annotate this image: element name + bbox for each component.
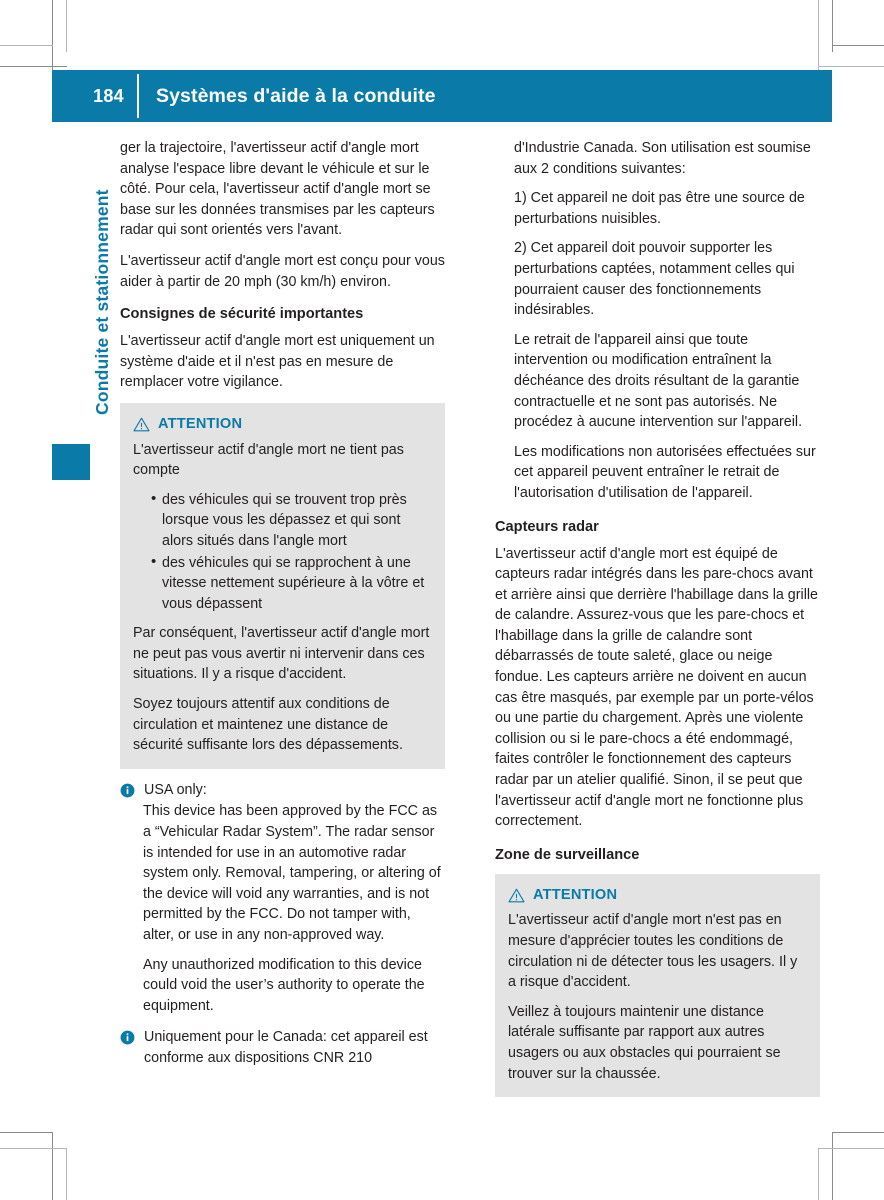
left-column <box>120 138 445 1108</box>
paragraph-radar-sensors: L'avertisseur actif d'angle mort est équipé de capteurs radar intégrés dans les pare-chocs avant et arrière ainsi que derrière l'habillage dans la grille de calandre. Assurez-vous que les pare-chocs et l'habillage dans la grille de calandre sont débarrassés de toute saleté, glace ou neige fondue. Les capteurs arrière ne doivent en aucun cas être masqués, par exemple par un porte-vélos ou une partie du chargement. Après une violente collision ou si le pare-chocs a été endommagé, faites contrôler le fonctionnement des capteurs radar par un atelier qualifié. Sinon, il se peut que l'avertisseur actif d'angle mort ne fonctionne plus correctement. <box>495 545 818 830</box>
warning-box-monitoring-zone <box>495 874 820 1097</box>
page-body <box>52 138 832 1108</box>
list-item: • des véhicules qui se rapprochent à une vitesse nettement supérieure à la vôtre et vous dépassent <box>151 553 431 615</box>
warning-label: ATTENTION <box>533 886 618 903</box>
crop-mark-top-left-v2 <box>66 0 67 52</box>
crop-mark-top-left-h2 <box>0 66 67 67</box>
paragraph-industry-canada: d'Industrie Canada. Son utilisation est soumise aux 2 conditions suivantes: <box>514 140 811 177</box>
crop-mark-top-left-v <box>52 0 53 72</box>
warning-triangle-icon <box>508 888 525 903</box>
crop-mark-top-right-h <box>833 45 884 46</box>
warning-paragraph: Veillez à toujours maintenir une distance latérale suffisante par rapport aux autres usagers ou aux obstacles qui pourraient se trouver sur la chaussée. <box>508 1003 781 1082</box>
crop-mark-top-left-h <box>0 45 53 46</box>
crop-mark-top-right-h2 <box>819 66 884 67</box>
warning-intro: L'avertisseur actif d'angle mort ne tient pas compte <box>133 441 404 479</box>
crop-mark-top-right-v2 <box>818 0 819 70</box>
subheading-radar-sensors: Capteurs radar <box>495 518 599 535</box>
note-head <box>120 1027 445 1068</box>
paragraph-condition-1: 1) Cet appareil ne doit pas être une source de perturbations nuisibles. <box>514 190 805 227</box>
note-paragraph: This device has been approved by the FCC as a “Vehicular Radar System”. The radar sensor is intended for use in an automotive radar system only. Removal, tampering, or altering of the device will void any warranties, and is not permitted by the FCC. Do not tamper with, alter, or use in any non-approved way. <box>143 803 441 943</box>
paragraph-speed-range: L'avertisseur actif d'angle mort est conçu pour vous aider à partir de 20 mph (30 km/h) environ. <box>120 252 445 290</box>
warning-box-blind-spot <box>120 403 445 769</box>
note-canada-only <box>120 1027 445 1068</box>
subheading-safety-notes: Consignes de sécurité importantes <box>120 306 364 323</box>
crop-mark-bottom-right-h2 <box>819 1148 884 1149</box>
subheading-monitoring-zone: Zone de surveillance <box>495 846 640 863</box>
paragraph-unauthorized-mods: Les modifications non autorisées effectuées sur cet appareil peuvent entraîner le retrait de l'autorisation d'utilisation de l'appareil. <box>514 443 816 501</box>
note-head-text: USA only: <box>144 781 207 798</box>
note-head <box>120 780 445 801</box>
note-usa-only <box>120 780 445 1017</box>
warning-advice: Soyez toujours attentif aux conditions de circulation et maintenez une distance de sécurité suffisante lors des dépassements. <box>133 696 403 754</box>
info-circle-icon <box>120 783 135 798</box>
crop-mark-bottom-left-v2 <box>66 1148 67 1200</box>
crop-mark-bottom-left-h2 <box>0 1148 67 1149</box>
warning-consequence: Par conséquent, l'avertisseur actif d'angle mort ne peut pas vous avertir ni intervenir dans ces situations. Il y a risque d'accident. <box>133 625 430 683</box>
list-item: • des véhicules qui se trouvent trop près lorsque vous les dépassez et qui sont alors situés dans l'angle mort <box>151 490 431 552</box>
page-title: Systèmes d'aide à la conduite <box>156 84 436 107</box>
crop-mark-bottom-right-h <box>833 1132 884 1133</box>
note-paragraph: Any unauthorized modification to this device could void the user’s authority to operate the equipment. <box>143 956 425 1014</box>
warning-triangle-icon <box>133 417 150 432</box>
paragraph-condition-2: 2) Cet appareil doit pouvoir supporter les perturbations captées, notamment celles qui pourraient causer des fonctionnements indésirables. <box>514 240 795 319</box>
paragraph-removal-warranty: Le retrait de l'appareil ainsi que toute intervention ou modification entraînent la déchéance des droits résultant de la garantie contractuelle et ne sont pas autorisés. Ne procédez à aucune intervention sur l'appareil. <box>514 331 803 431</box>
canada-note-continuation <box>514 138 820 504</box>
info-circle-icon <box>120 1030 135 1045</box>
warning-paragraph: L'avertisseur actif d'angle mort n'est pas en mesure d'apprécier toutes les conditions de circulation ni de détecter tous les usagers. Il y a risque d'accident. <box>508 912 798 991</box>
note-head-text: Uniquement pour le Canada: cet appareil est conforme aux dispositions CNR 210 <box>144 1029 428 1066</box>
page-header-band <box>52 70 832 122</box>
paragraph-assist-only: L'avertisseur actif d'angle mort est uniquement un système d'aide et il n'est pas en mesure de remplacer votre vigilance. <box>120 333 435 391</box>
crop-mark-bottom-right-v <box>832 1132 833 1200</box>
paragraph-continued: ger la trajectoire, l'avertisseur actif d'angle mort analyse l'espace libre devant le véhicule et sur le côté. Pour cela, l'avertisseur actif d'angle mort se base sur les données transmises par les capteurs radar qui sont orientés vers l'avant. <box>120 140 435 239</box>
chapter-tab-label: Conduite et stationnement <box>92 189 112 415</box>
warning-title <box>133 414 431 435</box>
warning-bullet-list <box>133 490 431 615</box>
note-body <box>143 801 445 1016</box>
warning-label: ATTENTION <box>158 415 243 432</box>
page-number: 184 <box>93 85 124 106</box>
right-column <box>495 138 820 1108</box>
crop-mark-bottom-left-h <box>0 1132 53 1133</box>
crop-mark-bottom-right-v2 <box>818 1148 819 1200</box>
warning-title <box>508 885 806 906</box>
crop-mark-bottom-left-v <box>52 1132 53 1200</box>
